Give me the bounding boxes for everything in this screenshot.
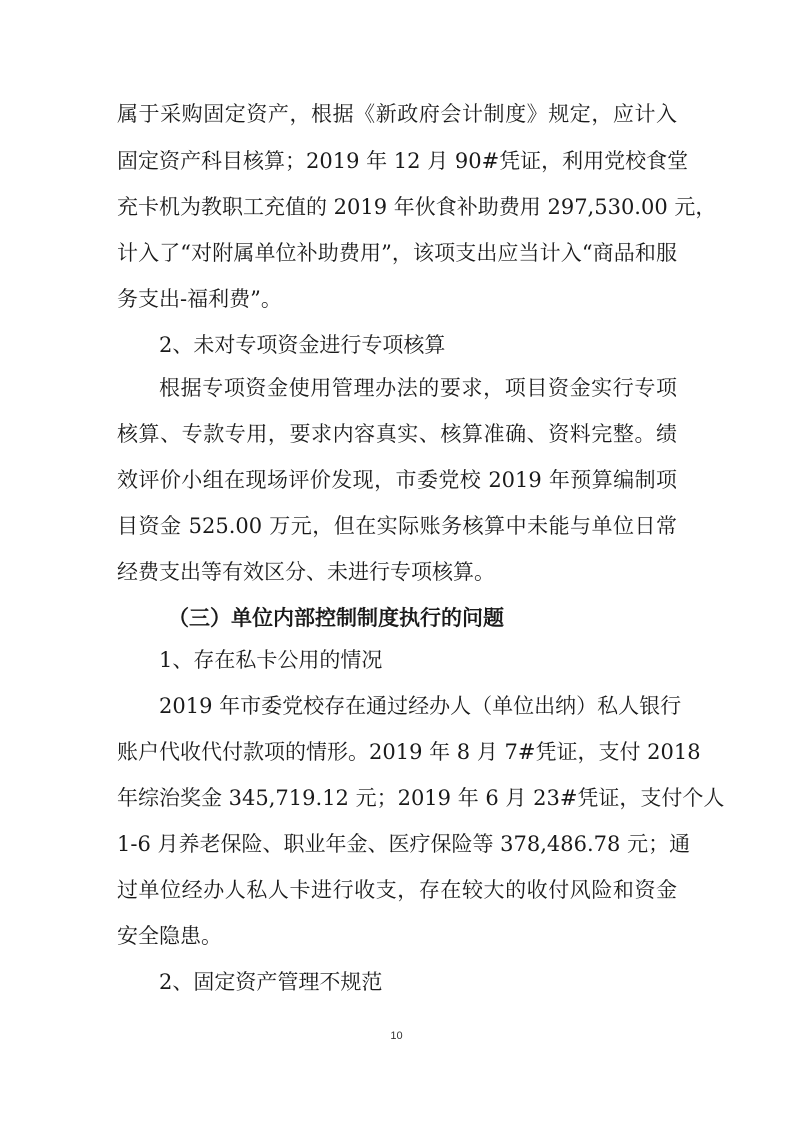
paragraph-line: 目资金 525.00 万元，但在实际账务核算中未能与单位日常 — [117, 514, 677, 538]
paragraph-line: 务支出-福利费”。 — [117, 287, 282, 311]
paragraph-line: 安全隐患。 — [117, 924, 222, 948]
section-heading: 2、固定资产管理不规范 — [159, 970, 383, 994]
chapter-heading: （三）单位内部控制制度执行的问题 — [168, 605, 504, 630]
paragraph-line: 固定资产科目核算；2019 年 12 月 90#凭证，利用党校食堂 — [117, 149, 689, 173]
paragraph-line: 2019 年市委党校存在通过经办人（单位出纳）私人银行 — [159, 694, 682, 718]
paragraph-line: 年综治奖金 345,719.12 元；2019 年 6 月 23#凭证，支付个人 — [117, 786, 725, 810]
paragraph-line: 充卡机为教职工充值的 2019 年伙食补助费用 297,530.00 元， — [117, 195, 717, 219]
section-heading: 2、未对专项资金进行专项核算 — [159, 333, 446, 357]
paragraph-line: 经费支出等有效区分、未进行专项核算。 — [117, 560, 495, 584]
paragraph-line: 1-6 月养老保险、职业年金、医疗保险等 378,486.78 元；通 — [117, 832, 691, 856]
paragraph-line: 核算、专款专用，要求内容真实、核算准确、资料完整。绩 — [117, 422, 677, 446]
section-heading: 1、存在私卡公用的情况 — [159, 648, 383, 672]
paragraph-line: 过单位经办人私人卡进行收支，存在较大的收付风险和资金 — [117, 878, 677, 902]
paragraph-line: 账户代收代付款项的情形。2019 年 8 月 7#凭证，支付 2018 — [117, 740, 701, 764]
paragraph-line: 属于采购固定资产，根据《新政府会计制度》规定，应计入 — [117, 102, 677, 126]
page-number: 10 — [390, 1030, 403, 1042]
paragraph-line: 效评价小组在现场评价发现，市委党校 2019 年预算编制项 — [117, 468, 677, 492]
paragraph-line: 根据专项资金使用管理办法的要求，项目资金实行专项 — [159, 376, 677, 400]
paragraph-line: 计入了“对附属单位补助费用”，该项支出应当计入“商品和服 — [117, 241, 677, 265]
